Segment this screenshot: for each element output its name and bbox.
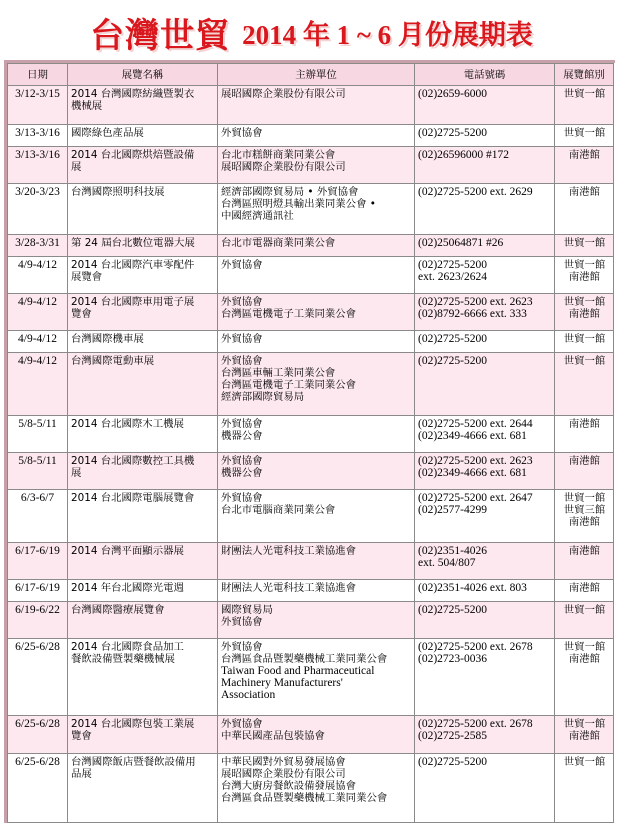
venue-line: 世貿一館 [563,641,606,653]
cell-date [8,754,68,823]
cell-venue [555,86,614,125]
exhibition-name-line: 第 24 屆台北數位電器大展 [71,237,195,249]
phone-line: (02)2725-5200 ext. 2623 [418,296,533,308]
cell-organizer [218,353,415,416]
organizer-line: 台灣區電機電子工業同業公會 [221,308,357,320]
cell-phone [415,416,555,453]
exhibition-name-line: 展 [71,161,82,173]
cell-exhibition-name [68,416,218,453]
table-row [8,294,614,331]
cell-phone [415,580,555,602]
cell-exhibition-name [68,294,218,331]
cell-venue [555,754,614,823]
exhibition-name-line: 2014 年台北國際光電週 [71,582,184,594]
cell-organizer [218,416,415,453]
table-row [8,86,614,125]
phone-line: (02)2659-6000 [418,88,487,100]
organizer-line: Association [221,689,276,701]
exhibition-name-line: 2014 台北國際車用電子展 [71,296,195,308]
date-text: 4/9-4/12 [18,259,57,271]
cell-exhibition-name [68,331,218,353]
date-text: 4/9-4/12 [18,296,57,308]
cell-exhibition-name [68,86,218,125]
table-row [8,331,614,353]
exhibition-name-line: 國際綠色產品展 [71,127,144,139]
phone-line: (02)2725-2585 [418,730,487,742]
table-row [8,125,614,147]
organizer-line: 台灣區食品暨製藥機械工業同業公會 [221,653,388,665]
header-exhibition-name: 展覽名稱 [68,64,218,86]
table-row [8,235,614,257]
organizer-line: 外貿協會 [221,616,263,628]
organizer-line: 台北市糕餅商業同業公會 [221,149,336,161]
date-text: 3/28-3/31 [15,237,60,249]
cell-date [8,184,68,235]
cell-phone [415,490,555,543]
table-row [8,716,614,754]
venue-line: 南港館 [568,545,601,557]
organizer-line: 台灣大廚房餐飲設備發展協會 [221,780,357,792]
cell-organizer [218,125,415,147]
venue-line: 世貿一館 [563,718,606,730]
venue-line: 南港館 [568,149,601,161]
phone-line: (02)2725-5200 ext. 2644 [418,418,533,430]
exhibition-name-line: 台灣國際照明科技展 [71,186,165,198]
date-text: 6/17-6/19 [15,582,60,594]
venue-line: 世貿一館 [563,355,606,367]
cell-date [8,86,68,125]
phone-line: (02)2725-5200 ext. 2678 [418,718,533,730]
organizer-line: 外貿協會 [221,296,263,308]
header-phone: 電話號碼 [415,64,555,86]
organizer-line: 台灣區車輛工業同業公會 [221,367,336,379]
cell-date [8,125,68,147]
cell-venue [555,490,614,543]
phone-line: (02)2351-4026 ext. 803 [418,582,527,594]
organizer-line: Taiwan Food and Pharmaceutical [221,665,375,677]
cell-date [8,353,68,416]
date-text: 6/17-6/19 [15,545,60,557]
cell-date [8,543,68,580]
phone-line: (02)26596000 #172 [418,149,510,161]
cell-date [8,602,68,639]
cell-exhibition-name [68,125,218,147]
cell-organizer [218,543,415,580]
phone-line: (02)2351-4026 [418,545,487,557]
cell-exhibition-name [68,543,218,580]
table-row [8,543,614,580]
organizer-line: 展昭國際企業股份有限公司 [221,768,346,780]
cell-venue [555,580,614,602]
cell-date [8,235,68,257]
cell-organizer [218,184,415,235]
exhibition-name-line: 覽會 [71,730,92,742]
exhibition-name-line: 機械展 [71,100,103,112]
venue-line: 南港館 [568,271,601,283]
venue-line: 南港館 [568,418,601,430]
cell-date [8,716,68,754]
venue-line: 世貿一館 [563,259,606,271]
organizer-line: 機器公會 [221,467,263,479]
organizer-line: 國際貿易局 [221,604,273,616]
cell-exhibition-name [68,235,218,257]
table-row [8,754,614,823]
title-brand: 台灣世貿 [90,17,231,55]
date-text: 3/12-3/15 [15,88,60,100]
cell-organizer [218,294,415,331]
phone-line: (02)2725-5200 ext. 2623 [418,455,533,467]
exhibition-name-line: 餐飲設備暨製藥機械展 [71,653,175,665]
organizer-line: Machinery Manufacturers' [221,677,343,689]
exhibition-name-line: 2014 台灣國際紡織暨製衣 [71,88,195,100]
exhibition-name-line: 2014 台北國際數控工具機 [71,455,195,467]
cell-date [8,331,68,353]
venue-line: 南港館 [568,186,601,198]
organizer-line: 機器公會 [221,430,263,442]
venue-line: 世貿一館 [563,296,606,308]
cell-phone [415,716,555,754]
date-text: 6/19-6/22 [15,604,60,616]
cell-exhibition-name [68,147,218,184]
cell-organizer [218,716,415,754]
cell-phone [415,331,555,353]
phone-line: (02)2725-5200 [418,259,487,271]
phone-line: (02)2349-4666 ext. 681 [418,430,527,442]
cell-venue [555,716,614,754]
organizer-line: 經濟部國際貿易局 • 外貿協會 [221,186,359,198]
phone-line: (02)2723-0036 [418,653,487,665]
cell-venue [555,257,614,294]
cell-venue [555,416,614,453]
cell-exhibition-name [68,716,218,754]
date-text: 4/9-4/12 [18,355,57,367]
venue-line: 世貿一館 [563,604,606,616]
cell-date [8,453,68,490]
cell-phone [415,235,555,257]
venue-line: 南港館 [568,730,601,742]
phone-line: (02)2725-5200 [418,355,487,367]
organizer-line: 中華民國對外貿易發展協會 [221,756,346,768]
organizer-line: 台灣區食品暨製藥機械工業同業公會 [221,792,388,804]
phone-line: (02)2725-5200 [418,604,487,616]
cell-exhibition-name [68,754,218,823]
cell-date [8,416,68,453]
cell-exhibition-name [68,453,218,490]
cell-organizer [218,147,415,184]
cell-date [8,147,68,184]
header-date: 日期 [8,64,68,86]
cell-exhibition-name [68,257,218,294]
table-row [8,580,614,602]
exhibition-name-line: 2014 台北國際包裝工業展 [71,718,195,730]
cell-venue [555,453,614,490]
organizer-line: 經濟部國際貿易局 [221,391,305,403]
cell-phone [415,754,555,823]
cell-phone [415,147,555,184]
venue-line: 南港館 [568,582,601,594]
cell-organizer [218,602,415,639]
venue-line: 世貿一館 [563,756,606,768]
venue-line: 世貿一館 [563,127,606,139]
organizer-line: 外貿協會 [221,641,263,653]
cell-organizer [218,490,415,543]
table-row [8,184,614,235]
cell-venue [555,147,614,184]
cell-exhibition-name [68,184,218,235]
organizer-line: 外貿協會 [221,455,263,467]
cell-venue [555,184,614,235]
cell-phone [415,294,555,331]
organizer-line: 財團法人光電科技工業協進會 [221,545,357,557]
phone-line: ext. 2623/2624 [418,271,487,283]
cell-phone [415,602,555,639]
organizer-line: 外貿協會 [221,355,263,367]
organizer-line: 外貿協會 [221,333,263,345]
cell-organizer [218,754,415,823]
cell-phone [415,543,555,580]
cell-exhibition-name [68,580,218,602]
organizer-line: 外貿協會 [221,718,263,730]
cell-exhibition-name [68,490,218,543]
organizer-line: 台北市電器商業同業公會 [221,237,336,249]
venue-line: 世貿一館 [563,88,606,100]
cell-exhibition-name [68,602,218,639]
cell-organizer [218,331,415,353]
venue-line: 南港館 [568,455,601,467]
header-venue: 展覽館別 [555,64,614,86]
exhibition-name-line: 台灣國際機車展 [71,333,144,345]
exhibition-name-line: 2014 台北國際汽車零配件 [71,259,195,271]
cell-venue [555,294,614,331]
cell-date [8,490,68,543]
cell-venue [555,639,614,716]
venue-line: 世貿一館 [563,237,606,249]
table-row [8,353,614,416]
table-row [8,490,614,543]
organizer-line: 外貿協會 [221,127,263,139]
cell-organizer [218,453,415,490]
cell-date [8,257,68,294]
exhibition-name-line: 台灣國際醫療展覽會 [71,604,165,616]
title-subtitle: 2014 年 1 ~ 6 月份展期表 [242,19,533,50]
phone-line: (02)2349-4666 ext. 681 [418,467,527,479]
organizer-line: 展昭國際企業股份有限公司 [221,88,346,100]
venue-line: 南港館 [568,308,601,320]
phone-line: (02)2725-5200 [418,756,487,768]
cell-organizer [218,235,415,257]
cell-phone [415,125,555,147]
phone-line: (02)2577-4299 [418,504,487,516]
date-text: 6/25-6/28 [15,641,60,653]
cell-phone [415,639,555,716]
phone-line: (02)25064871 #26 [418,237,504,249]
venue-line: 世貿一館 [563,492,606,504]
cell-date [8,580,68,602]
page-title [0,6,623,58]
date-text: 3/13-3/16 [15,149,60,161]
phone-line: (02)2725-5200 [418,127,487,139]
date-text: 6/25-6/28 [15,718,60,730]
header-organizer: 主辦單位 [218,64,415,86]
organizer-line: 台灣區照明燈具輸出業同業公會 • [221,198,376,210]
phone-line: ext. 504/807 [418,557,476,569]
phone-line: (02)2725-5200 ext. 2678 [418,641,533,653]
venue-line: 南港館 [568,516,601,528]
phone-line: (02)2725-5200 [418,333,487,345]
organizer-line: 財團法人光電科技工業協進會 [221,582,357,594]
exhibition-name-line: 2014 台北國際烘焙暨設備 [71,149,195,161]
cell-venue [555,543,614,580]
cell-organizer [218,86,415,125]
schedule-table-frame [4,60,615,823]
cell-phone [415,86,555,125]
exhibition-name-line: 展覽會 [71,271,103,283]
date-text: 6/25-6/28 [15,756,60,768]
table-body [8,86,614,823]
organizer-line: 台灣區電機電子工業同業公會 [221,379,357,391]
organizer-line: 中國經濟通訊社 [221,210,294,222]
venue-line: 世貿三館 [563,504,606,516]
cell-venue [555,235,614,257]
exhibition-name-line: 2014 台北國際食品加工 [71,641,184,653]
cell-phone [415,453,555,490]
date-text: 5/8-5/11 [18,455,57,467]
table-row [8,147,614,184]
phone-line: (02)2725-5200 ext. 2647 [418,492,533,504]
exhibition-name-line: 展 [71,467,82,479]
table-header-row [8,64,614,86]
venue-line: 南港館 [568,653,601,665]
cell-venue [555,125,614,147]
phone-line: (02)2725-5200 ext. 2629 [418,186,533,198]
cell-phone [415,184,555,235]
date-text: 4/9-4/12 [18,333,57,345]
cell-date [8,639,68,716]
organizer-line: 外貿協會 [221,492,263,504]
date-text: 6/3-6/7 [20,492,55,504]
date-text: 3/13-3/16 [15,127,60,139]
cell-venue [555,602,614,639]
cell-exhibition-name [68,639,218,716]
exhibition-name-line: 品展 [71,768,92,780]
cell-venue [555,353,614,416]
cell-organizer [218,639,415,716]
exhibition-name-line: 2014 台灣平面顯示器展 [71,545,184,557]
phone-line: (02)8792-6666 ext. 333 [418,308,527,320]
schedule-table [7,63,614,823]
venue-line: 世貿一館 [563,333,606,345]
exhibition-name-line: 2014 台北國際木工機展 [71,418,184,430]
cell-phone [415,257,555,294]
table-row [8,416,614,453]
table-row [8,257,614,294]
organizer-line: 展昭國際企業股份有限公司 [221,161,346,173]
table-row [8,639,614,716]
exhibition-name-line: 2014 台北國際電腦展覽會 [71,492,195,504]
date-text: 5/8-5/11 [18,418,57,430]
organizer-line: 外貿協會 [221,418,263,430]
table-row [8,453,614,490]
table-row [8,602,614,639]
cell-organizer [218,580,415,602]
organizer-line: 台北市電腦商業同業公會 [221,504,336,516]
organizer-line: 中華民國產品包裝協會 [221,730,325,742]
cell-date [8,294,68,331]
exhibition-name-line: 覽會 [71,308,92,320]
cell-venue [555,331,614,353]
exhibition-name-line: 台灣國際電動車展 [71,355,155,367]
cell-phone [415,353,555,416]
organizer-line: 外貿協會 [221,259,263,271]
cell-organizer [218,257,415,294]
cell-exhibition-name [68,353,218,416]
date-text: 3/20-3/23 [15,186,60,198]
exhibition-name-line: 台灣國際飯店暨餐飲設備用 [71,756,196,768]
